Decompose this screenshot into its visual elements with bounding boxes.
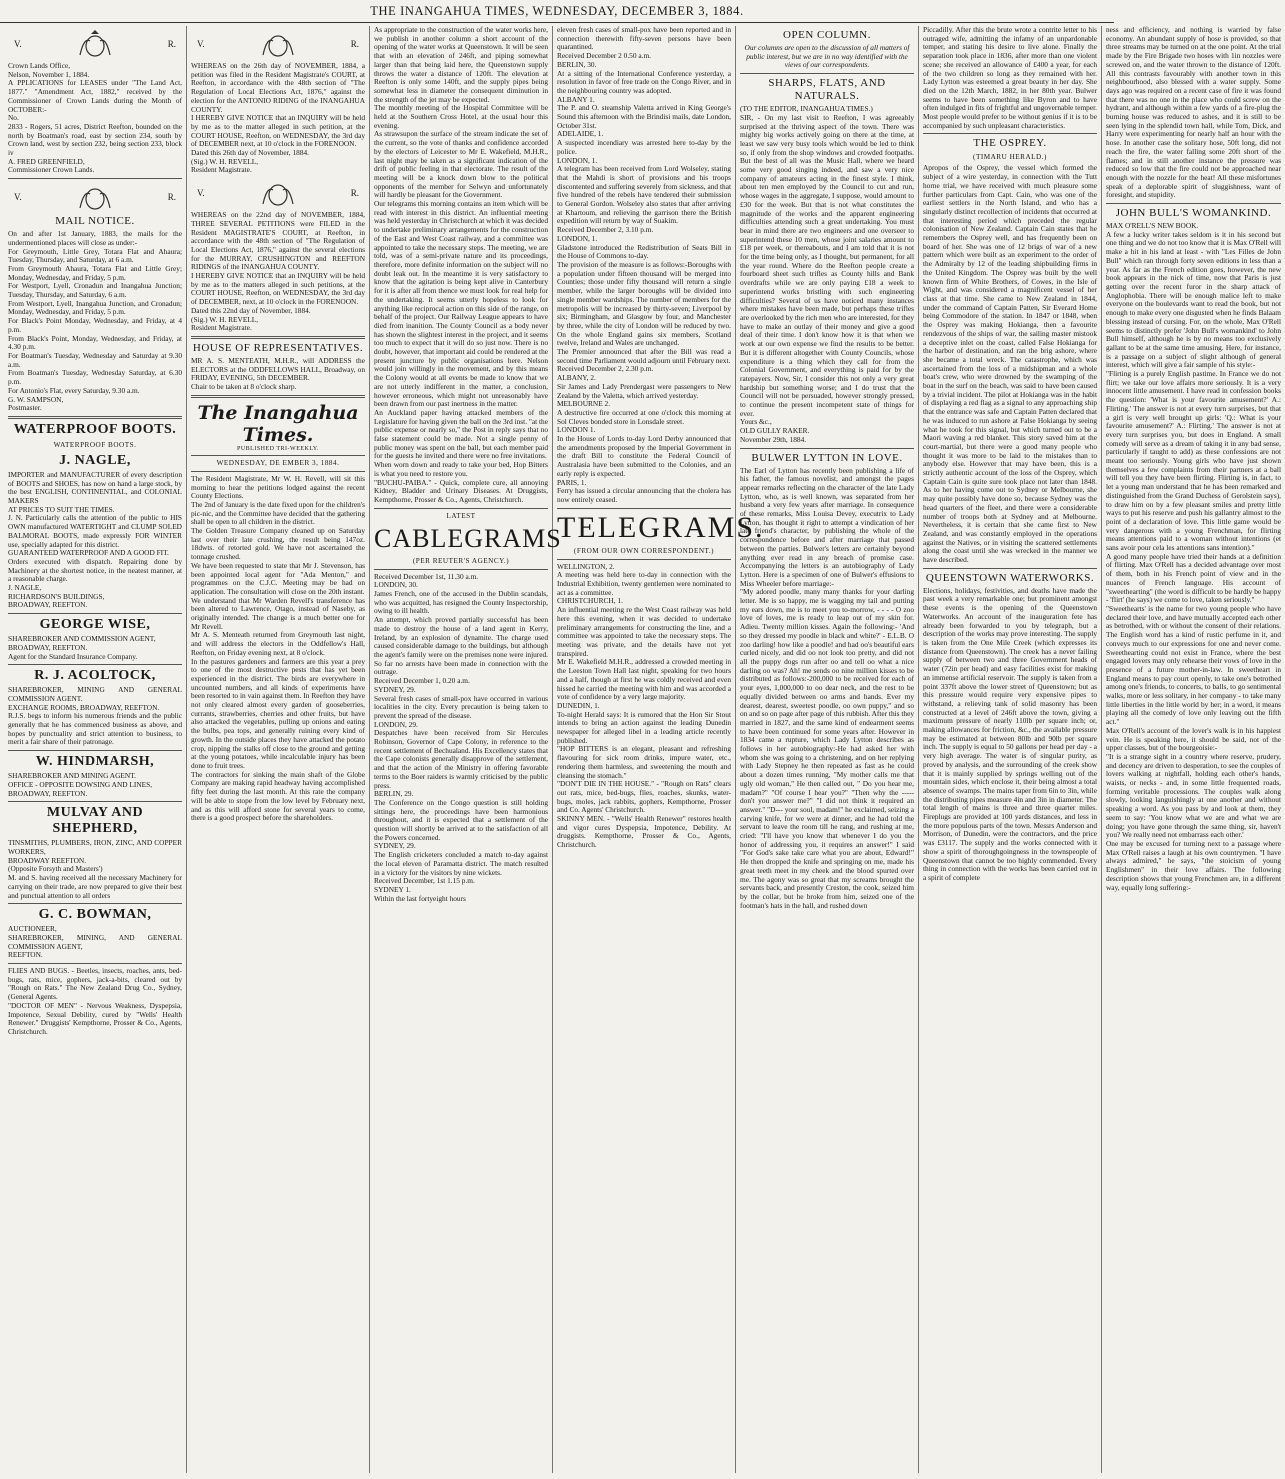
crest-letter-v: V. — [14, 39, 22, 49]
petition-notice-2: WHEREAS on the 22nd day of NOVEMBER, 1884, THREE SEVERAL PETITIONS were FILED in the Resident MAGISTRATE'S COURT, at Reefton, in accordance with the 48th section of "The Regulation of Local Elections Act, 1876," against the several elections for the MURRAY, CRUSHINGTON and REEFTON RIDINGS of the INANGAHUA COUNTY. I HEREBY GIVE NOTICE that an INQUIRY will be held by me as to the matters alleged in such petitions, at the COURT HOUSE, Reefton, on WEDNESDAY, the 3rd day of DECEMBER, next, at 10 o'clock in the FORENOON. Dated this 22nd day of November, 1884. (Sig.) W. H. REVELL, Resident Magistrate. — [191, 210, 365, 333]
bowman-name: G. C. BOWMAN, — [38, 907, 152, 923]
column-7 — [1102, 26, 1285, 1473]
queenstown-continued: ness and efficiency, and nothing is warried by false economy. An abundant supply of hose is provided, so that three streams may be turned on at the one point. At the trial made by the Fire Brigade two hoses with 1in nozzles were screwed on, and the water thrown to the distance of 120ft. All this contrasts favourably with another town in this neighbourhood, also blessed with a water supply. Some days ago was required on a recent case of fire it was found that there was no one in the place who could screw on the hydrant, and although within a few yards of a fire-plug the burning house was reduced to ashes, and it is still to be seen lying in the splendid town hall, while Tom, Dick, and Harry were experimenting for nearly half an hour with the hose. In another case the solitary hose, 50ft long, did not reach the fire, the water falling some 20ft short of the flames; and in still another instance the pressure was reduced so low that the fire could not be approached near enough with the nozzle for the heat! All these misfortunes speak of a deplorable spirit of sluggishness, want of foresight, and stupidity. — [1106, 25, 1281, 200]
mulvay-name: MULVAY AND SHEPHERD, — [46, 805, 144, 837]
column-6 — [919, 26, 1102, 1473]
john-bull-heading: JOHN BULL'S WOMANKIND. — [1115, 207, 1272, 220]
petition-notice-1: WHEREAS on the 26th day of NOVEMBER, 1884, a petition was filed in the Resident Magistrate's COURT, at Reefton, in accordance with the 48th section of "The Regulation of Local Elections Act, 1876," against the election for the ANTONIO RIDING of the INANGAHUA COUNTY. I HEREBY GIVE NOTICE that an INQUIRY will be held by me as to the matter alleged in such petition, at the COURT HOUSE, Reefton, on WEDNESDAY, the 3rd day of DECEMBER next, at 10 o'clock in the FORENOON. Dated this 26th day of November, 1884. (Sig.) W. H. REVELL, Resident Magistrate. — [191, 61, 365, 175]
acoltock-ad: SHAREBROKER, MINING AND GENERAL COMMISSION AGENT. EXCHANGE ROOMS, BROADWAY, REEFTON. R.J.S. begs to inform his numerous friends and the public generally that he has commenced business as above, and hopes by punctuality and strict attention to business, to merit a fair share of their patronage. — [8, 685, 182, 747]
queenstown-heading: QUEENSTOWN WATERWORKS. — [925, 571, 1095, 584]
osprey-heading: THE OSPREY. — [973, 137, 1047, 150]
hindmarsh-name: W. HINDMARSH, — [35, 754, 155, 770]
bulwer-heading: BULWER LYTTON IN LOVE. — [751, 451, 903, 464]
royal-crest-3: V. R. — [197, 29, 359, 59]
column-4 — [553, 25, 765, 1473]
wise-ad: SHAREBROKER AND COMMISSION AGENT, BROADWAY, REEFTON. Agent for the Standard Insurance Company. — [8, 634, 156, 661]
crest-icon — [72, 182, 118, 212]
osprey-source: (TIMARU HERALD.) — [973, 153, 1047, 162]
newspaper-columns — [0, 23, 1281, 1473]
newspaper-nameplate: The Inangahua Times. — [197, 401, 359, 446]
sharps-letter: (TO THE EDITOR, INANGAHUA TIMES.) SIR, - On my last visit to Reefton, I was agreeably surprised at the thriving aspect of the town. There was mighty big works actively going on there at the time, at least we saw very busy tools which would be led to think so, if only from the shop windows and crowded footpaths. But the best of all was the Music Hall, where we heard some very good singing indeed, and saw a very nice company of amateurs acting in the finest style. I think, about ten men employed by the Council to cut and run, whose wages in the aggregate, I suppose, would amount to £30 for the week. But that is not what constitutes the magnitude of the works and the apparent engineering difficulties attending such a great undertaking. You must bear in mind there are two engineers and one overseer to superintend these 10 men, whose joint salaries amount to £18 per week, or thereabouts, and I am told that it is not for the time being only, as I thought, but permanent, for all the year round. Where do the Reefton people create a fourboard sheet such trifles as County hills and Bank overdrafts while we are only paying £18 a week to superintend works bristling with such engineering difficulties? Several of us have noticed many instances where mistakes have been made, but perhaps these trifles are overlooked by the rich men who are interested, for they have to make an outlay of their money and give a good deal of their time. I don't know how it is that when we work at our own expense we find the results to be better. But it is different altogether with County Councils, whose expenditure is a thing which they call for from the Colonial Government, and everything is paid for by the ratepayers. Now, Sir, I consider this not only a very great hardship but something worse; and I do trust that the Council will not be persuaded, however strongly pressed, to continue the present incompetent state of things for ever. Yours &c., OLD GULLY RAKER. November 29th, 1884. — [740, 104, 914, 444]
nagle-name: J. NAGLE, — [59, 452, 131, 468]
crest-icon — [255, 178, 301, 208]
queenstown-article: Elections, holidays, festivities, and deaths have made the past week a very remarkable one; but prominent amongst these events is the opening of the Queenstown Waterworks. An account of the inauguration fete has already been forwarded to you by telegraph, but a description of the works may prove interesting. The supply is taken from the One Mile Creek (which expresses its distance from Queenstown). The creek has a never failing supply of between two and three Government heads of water (72in per head) and easy facilities exist for making an immense artificial reservoir. The supply is taken from a point 337ft above the lower street of Queenstown; but as this pressure would require very expensive pipes to withstand, a relieving tank of solid masonry has been constructed at a level of 246ft above the town, giving a maximum pressure of nearly 110lb per square inch; or, making allowances for friction, &c., the available pressure may be estimated at between 80lb and 90lb per square inch. The supply is equal to 50 gallons per head per day - a very high average. The water is of singular purity, as proved by analysis, and the surrounding of the creek show that it is mainly supplied by springs welling out of the mountain sides, which enclose it, their being almost a total absence of swamps. The mains taper from 6in to 3in, while the distributing pipes measure 4in and 3in in diameter. The total length of mains is three and three quarter miles. Fireplugs are provided at 100 yards distances, and less in the more populous parts of the town. Messrs Anderson and Morrison, of Dunedin, were the contractors, and the price was £3117. The supply and the works connected with it show a spirit of thoroughgoingness in the townspeople of Queenstown that cannot be too highly commended. Every thing in connection with the works has been carried out in a spirit of complete — [923, 585, 1097, 882]
column-1 — [4, 26, 187, 1473]
house-notice: MR A. S. MENTEATH, M.H.R., will ADDRESS the ELECTORS at the ODDFELLOWS HALL, Broadway, on FRIDAY, EVENING, 5th DECEMBER. Chair to be taken at 8 o'clock sharp. — [191, 355, 365, 392]
editorial-notes: As appropriate to the construction of the water works here, we publish in another column a short account of the opening of the water works at Queenstown. It will be seen that with an elevation of 246ft, and piping somewhat larger than that being laid here, the Queenstown supply throws the water a distance of 120ft. The elevation at Reefton is only some 140ft, and the supply pipes being somewhat less in diameter the consequent diminution in the strength of the jet may be expected. The monthly meeting of the Hospital Committee will be held at the Southern Cross Hotel, at the usual hour this evening. As strawsupon the surface of the stream indicate the set of the current, so the vote of thanks and confidence accorded by the electors of Leicester to Mr E. Wakefield, M.H.R., last night may be taken as a significant indication of the drift of public feeling in that electorate. The result of the meeting will be a knock down blow to the political opponents of the member for Selwyn and unfortunately will hardly be pleasant for the Government. Our telegrams this morning contains an item which will be read with interest in this district. An influential meeting was held yesterday in Christchurch at which it was decided to undertake preliminary arrangements for the construction of the East and West Coast railway, and a committee was appointed to take the necessary steps. The meeting, we are told, was of a semi-private nature and its proceedings, therefore, more definite information on the subject will no doubt leak out. In the meantime it is very satisfactory to know that the agitation is being kept alive in Canterbury for it is after all from thence we must look for real help for the undertaking. It seems utterly hopeless to look for anything like reciprocal action on this side of the range, on behalf of the project. Our Railway League appears to have died from inanition. The County Council as a body never has shown the slightest interest in the project, and it seems too much to expect that it will do so just now. There is no doubt, however, that important aid could be rendered at the present juncture by public organisations here. Nelson would join willingly in the movement, and by this means the Colony would at all events be made to know that we are not utterly indifferent in the matter, a conclusion, however erroneous, which might not unreasonably have been drawn from our past inertness in the matter. An Auckland paper having attacked members of the Legislature for having given the ball on the 3rd inst. "at the public expense or nearly so," the Post in reply says that no false statement could be made. Not a single penny of public money was spent on the ball, but each member paid for the guests he invited and there were no free invitations. When worn down and ready to take your bed, Hop Bitters is what you need to restore you. "BUCHU-PAIBA." - Quick, complete cure, all annoying Kidney, Bladder and Urinary Diseases. At Druggists, Kempthorne, Prosser & Co., Agents, Christchurch. — [374, 25, 548, 504]
open-column-disclaimer: Our columns are open to the discussion of all matters of public interest, but we are in no way identified with the views of our correspondents. — [744, 43, 910, 70]
bulwer-continued: Piccadilly. After this the brute wrote a contrite letter to his outraged wife, admitting the infamy of an unpardonable temper, and stating his desire to live alone. Finally the separation took place in 1836, after more than one violent scene; she received an allowance of £400 a year, for each of the two children so long as they remained with her. Lady Lytton was esteemed a great beauty in her day. She died on the 12th March, 1882, in her 80th year. Bulwer seems to have been something like Byron and to have often indulged in fits of frightful and ungovernable temper. Most people would prefer to be without genius if it is to be accompanied by such unpleasant characteristics. — [923, 25, 1097, 130]
acoltock-name: R. J. ACOLTOCK, — [34, 668, 156, 684]
column-2 — [187, 26, 370, 1473]
open-column-heading: OPEN COLUMN. — [783, 29, 871, 41]
column-3 — [370, 25, 562, 1473]
mail-notice-text: On and after 1st January, 1883, the mails for the undermentioned places will close as under:- For Greymouth, Little Grey, Totara Flat and Ahaura; Tuesday, Thursday, and Saturday, at 6 a.m. From Greymouth Ahaura, Totara Flat and Little Grey; Monday, Wednesday, and Friday, 5 p.m. For Westport, Lyell, Cronadun and Inangahua Junction; Tuesday, Thursday, and Saturday, 6 a.m. From Westport, Lyell, Inangahua Junction, and Cronadun; Monday, Wednesday, and Friday, 5 p.m. For Black's Point Monday, Wednesday, and Friday, at 4 p.m. From Black's Point, Monday, Wednesday, and Friday, at 4.30 p.m. For Boatman's Tuesday, Wednesday and Saturday at 9.30 a.m. From Boatman's Tuesday, Wednesday Saturday, at 6.30 p.m. For Antonio's Flat, every Saturday, 9.30 a.m. G. W. SAMPSON, Postmaster. — [8, 229, 182, 413]
royal-crest-4: V. R. — [197, 178, 359, 208]
crest-icon — [255, 29, 301, 59]
mulvay-ad: TINSMITHS, PLUMBERS, IRON, ZINC, AND COPPER WORKERS, BROADWAY REEFTON. (Opposite Forsyth and Masters') M. and S. having received all the necessary Machinery for carrying on their trade, are now prepared to give their best and punctual attention to all orders — [8, 838, 182, 900]
masthead: THE INANGAHUA TIMES, WEDNESDAY, DECEMBER 3, 1884. — [0, 0, 1114, 23]
crown-lands-notice: Crown Lands Office, Nelson, November 1, 1884. A PPLICATIONS for LEASES under "The Land Act, 1877." "Amendment Act, 1882," received by the Commissioner of Crown Lands during the Month of OCTOBER:- No. 2833 - Rogers, 51 acres, District Reefton, bounded on the north by Boatman's road, east by section 234, south by Crown land, west by section 232, being section 233, block iv A. FRED GREENFIELD, Commissioner Crown Lands. — [8, 61, 182, 175]
nagle-ad: IMPORTER and MANUFACTURER of every description of BOOTS and SHOES, has now on hand a large stock, by the best ENGLISH, CONTINENTIAL, and COLONIAL MAKERS AT PRICES TO SUIT THE TIMES. J. N. Particularly calls the attention of the public to HIS OWN manufactured WATERTIGHT and CLUMP SOLED BALMORAL BOOTS, made expressly FOR WINTER use, specially adapted for this district. GUARANTEED WATERPROOF AND A GOOD FIT. Orders executed with dispatch. Repairing done by Machinery at the shortest notice, in the neatest manner, at a reasonable charge. J. NAGLE, RICHARDSON'S BUILDINGS, BROADWAY, REEFTON. — [8, 469, 182, 610]
boots-subheading: WATERPROOF BOOTS. — [53, 440, 137, 449]
telegrams-text: WELLINGTON, 2. A meeting was held here to-day in connection with the Industrial Exhibition, twenty gentlemen were nominated to act as a committee. CHRISTCHURCH, 1. An influential meeting re the West Coast railway was held here this evening, when it was decided to undertake preliminary arrangements for constructing the line, and a committee was appointed to take the necessary steps. The meeting was private, and the details have not yet transpired. Mr E. Wakefield M.H.R., addressed a crowded meeting in the Leeston Town Hall last night, speaking for two hours and a half, though at first he was coldly received and even hissed he carried the meeting with him and was accorded a vote of confidence by a very large majority. DUNEDIN, 1. To-night Herald says: It is rumored that the Hon Sir Stout intends to bring an action against the leading Dunedin newspaper for alleged libel in a leading article recently published. "HOP BITTERS is an elegant, pleasant and refreshing flavouring for sick room drinks, impure water, etc., rendering them harmless, and sweetening the mouth and cleansing the stomach." "DON'T DIE IN THE HOUSE." - "Rough on Rats" clears out rats, mice, bed-bugs, flies, roaches, skunks, water-bugs, moles, jack rabbits, gophers, Kempthorne, Prosser and Co. Agents' Christchurch. SKINNY MEN. - "Wells' Health Renewer" restores health and vigor cures Dyspepsia, Impotence, Debility. At druggists. Kempthorne, Prosser & Co., Agents, Christchurch. — [557, 561, 731, 850]
patent-medicine-ad: FLIES AND BUGS. - Beetles, insects, roaches, ants, bed-bugs, rats, mice, gophers, jack-a-bits, cleared out by "Rough on Rats." The New Zealand Drug Co., Sydney, (General Agents. "DOCTOR OF MEN" - Nervous Weakness, Dyspepsia, Impotence, Sexual Debility, cured by "Wells' Health Renewer." Druggists' Kempthorne, Prosser & Co., Agents, Christchurch. — [8, 966, 182, 1036]
royal-crest — [14, 29, 176, 59]
reuter-agency: (PER REUTER'S AGENCY.) — [412, 556, 510, 565]
cablegrams-heading: CABLEGRAMS — [374, 523, 562, 553]
john-bull-article: MAX O'RELL'S NEW BOOK. A few a lucky writer takes seldom is it in his second but one thing and we do not too know that it is Max O'Rell will make a hit in his land at least - with "Les Filles de John Bull" which ran through forty seven editions in less than a year. As far as the French edition goes, however, the new book appears in the nick of time, now that Paris is just getting over the recent furor in the sharp attack of Anglophobia. There will be enough malice left to make everyone on the boulevards want to read the book, but not enough to make every one disgusted when he finds Balaam blessing instead of cursing. For, on the whole, Max O'Rell seems to distinctly prefer 'John Bull's womankind' to John Bull himself, although he is by no means too exclusively gallant to be at the same time amusing. Here, for instance, is a passage on a subject of slight although of general interest, which will give a fair sample of his style:- "Flirting is a purely English pastime. In France we do not flirt; we take our love affairs more seriously. It is a very innocent little amusement. I have read in confession books the question: 'What is your favourite amusement?' A.: Flirting.' The answer is not at every turn surprises, but that a girl is very well brought up girls: 'Q.: What is your favourite amusement?' A.: Flirting.' The answer is not at every turn surprises you, but does in England. A small comedy will serve as a dream of taking it in any bad sense, particularly if taught to add) as these confessions are not meant too seriously. Young girls who have just shown themselves a few complaints from their partners at a ball will tell you they have been flirting. Flirting is, in fact, to let a young man understand that he has been remarked and distinguished from the Grand Duchess of Gerolstein says), to draw him on by a few pleasant smiles and pretty little ways to put his reserve and push his gallantry almost to the point of a declaration of love. This little game would be very dangerous with a young Frenchman, for flirting means attentions paid to a woman without intentions (et sans avoir pour cela les attentions sans intention)." A good many people have tried their hands at a definition of flirting. Max O'Rell has a decided advantage over most of them, both in his French point of view and in the nuances of French language. His account of "sweethearting" (the word is difficult to be hardly be happy - 'flirt' (he says) we come to love, taken seriously." "Sweethearts' is the name for two young people who have declared their love, and have mutually accepted each other as betrothed, with or without the consent of their relations. The English word has a kind of rustic perfume in it, and conveys much to our expressions for one and never come. Sweethearting could not exist in France, where the best engaged lovers may only rehearse their vows of love in the presence of a future mother-in-law. In sweetheart in England means to pay court openly, to take one's betrothed among one's friends, to concerts, to balls, to go sentimental walks, more or less solitary, in her company - to take many little liberties in the little world by her; in a word, it means playing all the comedy of love only leaving out the fifth act." Max O'Rell's account of the lover's walk is in his happiest vein. He is speaking here, it should be said, not of the upper classes, but of the bourgeoisie:- "It is a strange sight in a country where reserve, prudery, and decency are driven to desperation, to see the couples of lovers walking at nightfall, holding each other's hands, waists, or necks - and, in some little frequented roads, forming veritable processions. The couples walk along slowly, looking languishingly at one another and without speaking a word. As you pass by and look at them, they seem to say: 'You know what we are and what we are doing; you have gone through the same thing, sir, haven't you? We really need not embarrass each other.' One may be excused for turning next to a passage where Max O'Rell raises a laugh at his own countrymen. "I have always admired," he says, "the stoicism of young Englishmen" in their love affairs. The following description shows that young Frenchmen are, in a different way, equally long suffering:- — [1106, 221, 1281, 892]
osprey-article: Apropos of the Osprey, the vessel which formed the subject of a wire yesterday, in connection with the Tutt horne trial, we have received with much pleasure some further particulars from Capt. Cain, who was one of the earliest settlers in the North Island, and who has a singularly distinct recollection of incidents that occurred at that interesting period which preceded the regular colonisation of New Zealand. Captain Cain states that he remembers the Osprey well, and has frequently been on board of her. She was one of 12 brigs of war of a new pattern which were built as an experiment to the order of the Admiralty by 12 of the leading shipbuilding firms in the United Kingdom. The Osprey was built by the well known firm of White Brothers, of Cowes, in the Isle of Wight, and was considered a magnificent vessel of her class at that time. She came to New Zealand in 1844, under the command of Captain Patten, Sir Everard Home being Commodore of the station. In 1847 or 1848, when the Osprey was making Hokianga, then a favourite rendezvous of the ships of war, the sailing master mistook a deceptive inlet on the coast, called False Hokianga for the harbor of destination, and ran the brig ashore, where she became a total wreck. The catastrophe, which was ascertained from the loss of a midshipman and a whole boat's crew, who were drowned by the swamping of the boat in the surf on the beach, was said to have been caused by a trivial incident. The pilot at Hokianga was in the habit of displaying a red flag as a signal to any approaching ship that the entrance was safe and Captain Patten declared that he was induced to run ashore at False Hokianga by seeing what he took for this signal, but which turned out to be a Maori waving a red blanket. This story saved him at the court-martial, but there were a good many people who thought it was more to be laid to the mistakes than to anybody else. However that may have been, this is a strictly authentic account of the loss of the Osprey, which Captain Cain is quite sure took place not later than 1848. As to her having come out to Sydney or Melbourne, she may quite possibly have done so, because Sydney was the head quarters of the fleet, and there were a considerable number of troops both at Sydney and at Melbourne. Nevertheless, it is certain that she came first to New Zealand, and was constantly employed in the operations against the Natives, or in visiting the scattered settlements along the coast until she was wrecked in the manner we have described. — [923, 163, 1097, 565]
bowman-ad: AUCTIONEER, SHAREBROKER, MINING, AND GENERAL COMMISSION AGENT, REEFTON. — [8, 924, 182, 960]
telegrams-heading: TELEGRAMS. — [557, 510, 765, 544]
local-news: The Resident Magistrate, Mr W. H. Revell, will sit this morning to hear the petitions lodged against the recent County Elections. The 2nd of January is the date fixed upon for the children's pic-nic, and the Committee have decided that the gathering shall be open to all children in the district. The Golden Treasure Company cleaned up on Saturday last over their late crushing, the result being 147oz. 18dwts. of retorted gold. We have not ascertained the tonnage crushed. We have been requested to state that Mr J. Stevenson, has been appointed local agent for "Ada Menton," and programmes on the C.J.C. Meeting may be had on application. The consultation will close on the 20th instant. We understand that Mr Warden Revell's transference has been altered to Lawrence, Otago, instead of Naseby, as originally intended. The change is a much better one for Mr Revell. Mr A. S. Menteath returned from Greymouth last night, and will address the electors in the Oddfellow's Hall, Reefton, on Friday evening next, at 8 o'clock. In the pastures gardeners and farmers are this year a prey to one of the most destructive pests that has yet been experienced in the district. The birds are everywhere in uncounted numbers, and all kinds of experiments have been resorted to in vain against them. In Reefton they have not only cleared almost every garden of gooseberries, currants, strawberries, cherries and other fruits, but have also attacked the vegetables, pulling up onions and eating the bulbs, pea tops, and generally ruining every kind of growth. In the outside places they have attacked the potato crop, nipping the stalks off close to the ground and getting at the young potatoes, while incalculable injury has been done to fruit trees. The contractors for sinking the main shaft of the Globe Company are making rapid headway having accomplished fifty feet during the last month. At this rate the company will be able to stope from the low level by February next, and as this will afford stone for several years to come, there is a good prospect before the shareholders. — [191, 473, 365, 823]
crest-icon — [72, 29, 118, 59]
house-heading: HOUSE OF REPRESENTATIVES. — [192, 341, 364, 354]
published-frequency: PUBLISHED TRI-WEEKLY. — [236, 445, 319, 452]
royal-crest-2: V. R. — [14, 182, 176, 212]
wise-name: GEORGE WISE, — [39, 617, 151, 633]
crest-letter-r: R. — [167, 39, 176, 49]
cables-continued: eleven fresh cases of small-pox have been reported and in connection therewith fifty-seven persons have been quarantined. Received December 2 0.50 a.m. BERLIN, 30. At a sitting of the International Conference yesterday, a resolution in favor of free trade on the Congo River, and in the neighbouring country was adopted. ALBANY 1. The P. and O. steamship Valetta arrived in King George's Sound this afternoon with the Brindisi mails, date London, October 31st. ADELAIDE, 1. A suspected incendiary was arrested here to-day by the police. LONDON, 1. A telegram has been received from Lord Wolseley, stating that the Mahdi is short of provisions and his troops discontented and suffering severely from sickness, and that five hundred of the rebels have tendered their submission to General Gordon. Wolseley also states that after arriving at Khartoum, and relieving the garrison there the British expedition will return by way of Suakim. Received December 2, 3.10 p.m. LONDON, 1. Gladstone introduced the Redistribution of Seats Bill in the House of Commons to-day. The provision of the measure is as follows:-Boroughs with a population under fifteen thousand will be merged into Counties; those under fifty thousand will return a single member, while the larger boroughs will be divided into single member wardships. The number of members for the metropolis will be increased by thirty-seven; Liverpool by six; Birmingham, and Glasgow by four, and Manchester by three, while the city of London will be reduced by two. On the whole England gains six members, Scotland twelve, Ireland and Wales are unchanged. The Premier announced that after the Bill was read a second time Parliament would adjourn until February next. Received December 2, 2.30 p.m. ALBANY, 2. Sir James and Lady Prendergast were passengers to New Zealand by the Valetta, which arrived yesterday. MELBOURNE 2. A destructive fire occurred at one o'clock this morning at Sol Cleves bonded store in Lonsdale street. LONDON 1. In the House of Lords to-day Lord Derby announced that the amendments proposed by the Imperial Government in the draft Bill to constitute the Federal Council of Australasia have been submitted to the Colonies, and an early reply is expected. PARIS, 1. Ferry has issued a circular announcing that the cholera has now entirely ceased. — [557, 25, 731, 504]
column-5 — [736, 26, 919, 1473]
hindmarsh-ad: SHAREBROKER AND MINING AGENT. OFFICE - OPPOSITE DOWSING AND LINES, BROADWAY, REEFTON. — [8, 771, 153, 798]
sharps-heading: SHARPS, FLATS, AND NATURALS. — [768, 77, 886, 103]
cablegrams-text: Received December 1st, 11.30 a.m. LONDON, 30. James French, one of the accused in the Dublin scandals, who was acquitted, has resigned the County Inspectorship, owing to ill health. An attempt, which proved partially successful has been made to destroy the house of a land agent in Kerry, Ireland, by an explosion of dynamite. The charge used caused considerable damage to the buildings, but although the agent's family were on the premises none were injured. So far no arrests have been made in connection with the outrage. Received December 1, 0.20 a.m. SYDNEY, 29. Several fresh cases of small-pox have occurred in various localities in the city. Every precaution is being taken to prevent the spread of the disease. LONDON, 29. Despatches have been received from Sir Hercules Robinson, Governor of Cape Colony, in reference to the recent settlement of Bechualand. His Excellency states that the Cape colonists generally disapprove of the settlement, and that the action of the Ministry in offering favorable terms to the Boer raiders is warmly criticised by the public press. BERLIN, 29. The Conference on the Congo question is still holding sittings here, the proceedings have been harmonious throughout, and it is expected that a settlement of the question will shortly be arrived at to the satisfaction of all the Powers concerned. SYDNEY, 29. The English cricketers concluded a match to-day against the local eleven of Paramatta district. The match resulted in a victory for the visitors by nine wickets. Received December, 1st 1.15 p.m. SYDNEY 1. Within the last fortyeight hours — [374, 571, 548, 903]
boots-heading: WATERPROOF BOOTS. — [13, 421, 177, 437]
latest-label: LATEST — [446, 511, 476, 520]
mail-notice-heading: MAIL NOTICE. — [55, 215, 135, 228]
bulwer-article: The Earl of Lytton has recently been publishing a life of his father, the famous novelist, and amongst the pages appear remarks reflecting on the character of the late Lady Lytton, who, as is well known, was separated from her husband a very few years after marriage. In consequence of these remarks, Miss Louisa Devey, executrix to Lady Lytton, has thought it right to attempt a vindication of her late friend's character, by publishing the whole of the correspondence before and after marriage that passed between the parties. Bulwer's letters are certainly beyond anything ever read in any breach of promise case. Accompanying the letters is an autobiography of Lady Lytton. Here is a specimen of one of Bulwer's effusions to Miss Wheeler before marriage:- "My adored poodle, many many thanks for your darling letter. Me is so happy, me is wagging my tail and putting my ears down, me is to meet you to-morrow, - - - - O zoo love of loves, me is ready to leap out of my skin for. Adieu. Twenty million kisses. Again the following:- 'And so they dressed my poodle in black and white?' - E.L.B. O zoo darling! how like a poodle! and had oo's beautiful ears curled nicely, and did oo not look too pretty, and did not all the puppy dogs run after oo and tell oo what a nice darling oo was? Ah! me sends oo nine million kisses to be distributed as follows:-200,000 to be received for each of your eyes, 1,000,000 to oo dear neck, and the rest to be equally divided between oo arms and hands. Ever my dearest, dearest, sweetest poodle, oo own puppy," and so on and so on page after page of this rubbish. After this they married in 1827, and the same kind of endearment seems to have been continued for some years after. However in 1834 came a rupture, which Lady Lytton describes as follows in her autobiography:-He had asked her with whom she was going to a christening, and on her replying with Lady Stepney he then repeated as fast as he could about a dozen times running, "My mother calls me that ugly old woman," He then called out, " Do you hear me, madam?" "Of course I hear you?" "Then why the ----- don't you answer me?" "I did not think it required an answer." "D--- your soul, madam!" he exclaimed, seizing a carving knife, for we were at dinner, and he had told the servant to leave the room till he rang, and rushing at me, cried: "I'll have you know that whenever I do you the honor of addressing you, it requires an answer!" I said "For God's sake take care what you are about, Edward!" He then dropped the knife and springing on me, made his great teeth meet in my cheek and the blood spurted over me. The agony was so great that my screams brought the servants back, and presently Creston, the cook, seized him by the collar, but he broke from him, seized one of the footman's hats in the hall, and rushed down — [740, 465, 914, 910]
own-correspondent: (FROM OUR OWN CORRESPONDENT.) — [573, 546, 715, 555]
issue-dateline: WEDNESDAY, DE EMBER 3, 1884. — [216, 458, 340, 467]
